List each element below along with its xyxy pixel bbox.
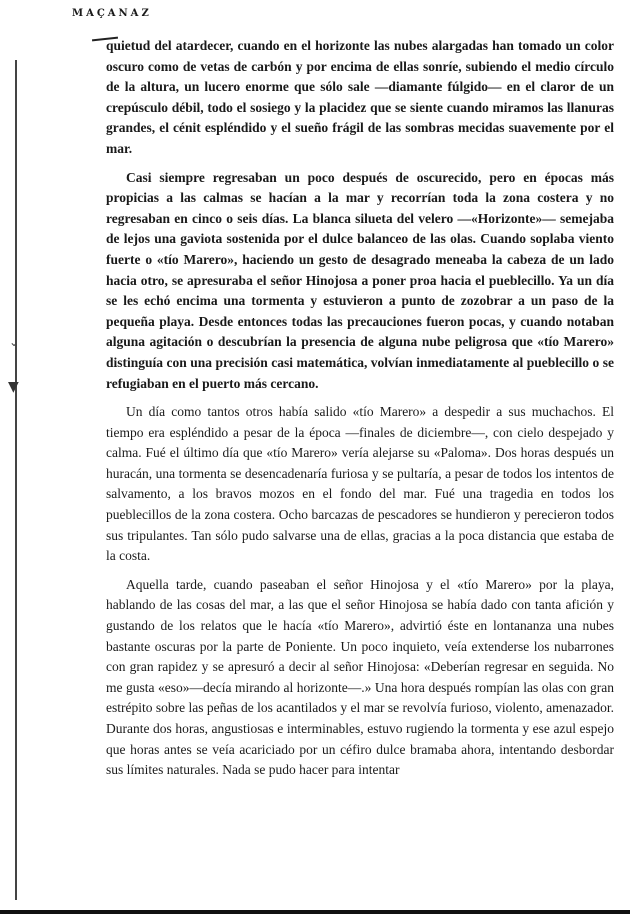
bottom-rule <box>0 910 630 914</box>
margin-line <box>15 60 17 900</box>
running-head: MAÇANAZ <box>72 8 152 19</box>
margin-chevron-icon: ⌄ <box>9 335 20 349</box>
paragraph-3: Un día como tantos otros había salido «tío Marero» a despedir a sus muchachos. El tiempo era espléndido a pesar de la época —finales de diciembre—, con cielo despejado y calma. Fué el último día que «tío Marero» vería alejarse su «Paloma». Dos horas después un huracán, una tormenta se desencadenaría furiosa y se pultaría, a pesar de todos los intentos de salvamento, a los bravos mozos en el fondo del mar. Fué una tragedia en todos los pueblecillos de la zona costera. Ocho barcazas de pescadores se hundieron y perecieron todos sus tripulantes. Tan sólo pudo salvarse una de ellas, gracias a la poca distancia que estaba de la costa. <box>106 404 614 564</box>
paragraph-1: quietud del atardecer, cuando en el horizonte las nubes alargadas han tomado un color oscuro como de vetas de carbón y por encima de ellas sonríe, subiendo el medio círculo de la altura, un lucero enorme que sólo sale —diamante fúlgido— en el claror de un crepúsculo débil, todo el sosiego y la placidez que se siente cuando miramos las llanuras grandes, el cénit espléndido y el sueño frágil de las sombras mecidas suavemente por el mar. <box>106 38 614 156</box>
body-text <box>106 36 614 781</box>
paragraph-4: Aquella tarde, cuando paseaban el señor Hinojosa y el «tío Marero» por la playa, hablando de las cosas del mar, a las que el señor Hinojosa se había dado con tanta afición y gustando de los relatos que le hacía «tío Marero», advirtió éste en lontananza una nubes bastante oscuras por la parte de Poniente. Un poco inquieto, veía extenderse los nubarrones con gran rapidez y se apresuró a decir al señor Hinojosa: «Deberían regresar en seguida. No me gusta «eso»—decía mirando al horizonte—.» Una hora después rompían las olas con gran estrépito sobre las peñas de los acantilados y el mar se revolvía furioso, violento, amenazador. Durante dos horas, angustiosas e interminables, estuvo rugiendo la tormenta y ese azul espejo que horas antes se veía acariciado por un céfiro dulce bramaba ahora, intentando desbordar sus límites naturales. Nada se pudo hacer para intentar <box>106 576 614 778</box>
paragraph-2: Casi siempre regresaban un poco después de oscurecido, pero en épocas más propicias a las calmas se hacían a la mar y recorrían toda la zona costera y no regresaban en cinco o seis días. La blanca silueta del velero —«Horizonte»— semejaba de lejos una gaviota sostenida por el dulce balanceo de las olas. Cuando soplaba viento fuerte o «tío Marero», haciendo un gesto de desagrado meneaba la cabeza de un lado hacia otro, se apresuraba el señor Hinojosa a poner proa hacia el pueblecillo. Ya un día se les echó encima una tormenta y estuvieron a punto de zozobrar a un paso de la pequeña playa. Desde entonces todas las precauciones fueron pocas, y cuando notaban alguna agitación o descubrían la presencia de alguna nube peligrosa que «tío Marero» distinguía con una precisión casi matemática, volvían inmediatamente al pueblecillo o se refugiaban en el puerto más cercano. <box>106 169 614 391</box>
margin-arrow-icon: ▼ <box>8 379 19 395</box>
